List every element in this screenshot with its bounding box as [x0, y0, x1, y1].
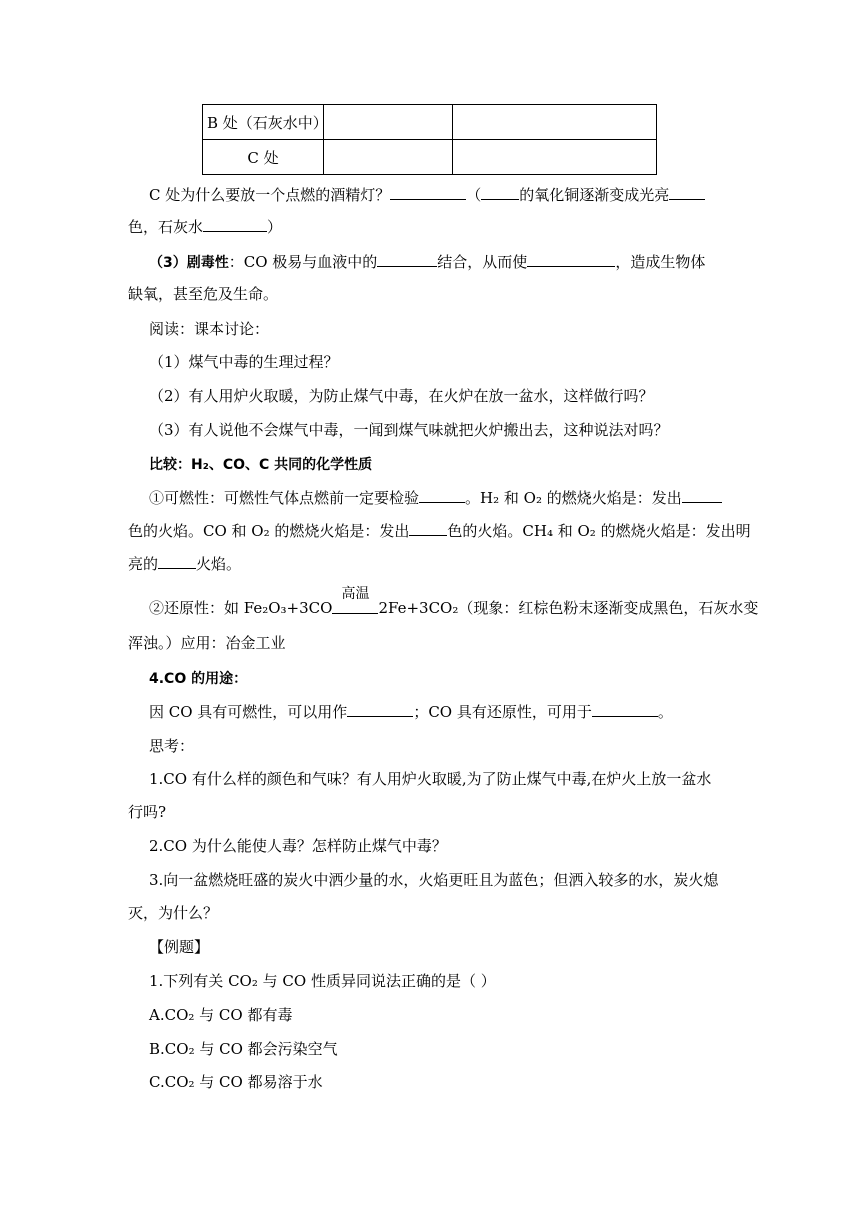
- text-line: 1.下列有关 CO₂ 与 CO 性质异同说法正确的是（ ）: [149, 972, 496, 990]
- table-cell-label: C 处: [203, 140, 324, 175]
- text-line: （3）有人说他不会煤气中毒，一闻到煤气味就把火炉搬出去，这种说法对吗？: [149, 421, 669, 439]
- answer-blank: [409, 520, 447, 536]
- text-line: （3）剧毒性：CO 极易与血液中的 结合，从而使 ，造成生物体: [149, 253, 706, 271]
- text-line: A.CO₂ 与 CO 都有毒: [149, 1006, 293, 1024]
- answer-blank: [592, 701, 658, 717]
- section-heading: 4.CO 的用途：: [149, 671, 248, 687]
- answer-blank: [377, 251, 437, 267]
- answer-blank: [527, 251, 615, 267]
- text-line: 1.CO 有什么样的颜色和气味？有人用炉火取暖,为了防止煤气中毒,在炉火上放一盆水: [149, 770, 712, 788]
- answer-blank: [682, 487, 722, 503]
- answer-blank: [203, 216, 267, 232]
- text-line: 浑浊。）应用：冶金工业: [128, 634, 286, 652]
- text-line: （1）煤气中毒的生理过程？: [149, 353, 339, 371]
- observation-table: [202, 104, 657, 175]
- text-line: 缺氧，甚至危及生命。: [128, 285, 279, 303]
- table-row: [203, 105, 657, 140]
- text-line: 2.CO 为什么能使人毒？怎样防止煤气中毒？: [149, 837, 447, 855]
- reaction-arrow-line: [332, 605, 378, 614]
- table-cell: [453, 105, 657, 140]
- text-line: B.CO₂ 与 CO 都会污染空气: [149, 1040, 338, 1058]
- text-line: C 处为什么要放一个点燃的酒精灯？ （ 的氧化铜逐渐变成光亮: [149, 184, 705, 206]
- text-line: （2）有人用炉火取暖，为防止煤气中毒，在火炉在放一盆水，这样做行吗？: [149, 387, 654, 405]
- section-heading: 比较：H₂、CO、C 共同的化学性质: [149, 457, 373, 473]
- text-line: 色的火焰。CO 和 O₂ 的燃烧火焰是：发出 色的火焰。CH₄ 和 O₂ 的燃烧火焰是：发出明: [128, 522, 751, 540]
- text-line: 行吗?: [128, 803, 167, 821]
- text-line: 亮的 火焰。: [128, 555, 242, 573]
- table-cell: [324, 140, 453, 175]
- text-line: ②还原性：如 Fe₂O₃+3CO 高温 2Fe+3CO₂（现象：红棕色粉末逐渐变成黑色，石灰水变: [149, 586, 759, 617]
- text-line: 因 CO 具有可燃性，可以用作 ；CO 具有还原性，可用于 。: [149, 703, 673, 721]
- answer-blank: [669, 184, 705, 200]
- text-line: 色，石灰水 ）: [128, 218, 283, 236]
- reaction-condition: 高温: [332, 597, 378, 619]
- text-line: 3.向一盆燃烧旺盛的炭火中洒少量的水，火焰更旺且为蓝色；但洒入较多的水，炭火熄: [149, 871, 719, 889]
- text-line: C.CO₂ 与 CO 都易溶于水: [149, 1073, 323, 1091]
- answer-blank: [419, 487, 465, 503]
- text-line: ①可燃性：可燃性气体点燃前一定要检验 。H₂ 和 O₂ 的燃烧火焰是：发出: [149, 487, 722, 509]
- text-line: 【例题】: [149, 938, 210, 956]
- text-line: 灭，为什么？: [128, 904, 219, 922]
- answer-blank: [481, 184, 519, 200]
- text-line: 阅读：课本讨论：: [149, 320, 270, 338]
- table-cell: [453, 140, 657, 175]
- table-row: [203, 140, 657, 175]
- answer-blank: [347, 701, 413, 717]
- answer-blank: [158, 553, 196, 569]
- text-line: 思考：: [149, 737, 195, 755]
- table-cell-label: B 处（石灰水中）: [203, 105, 324, 140]
- table-cell: [324, 105, 453, 140]
- answer-blank: [390, 184, 466, 200]
